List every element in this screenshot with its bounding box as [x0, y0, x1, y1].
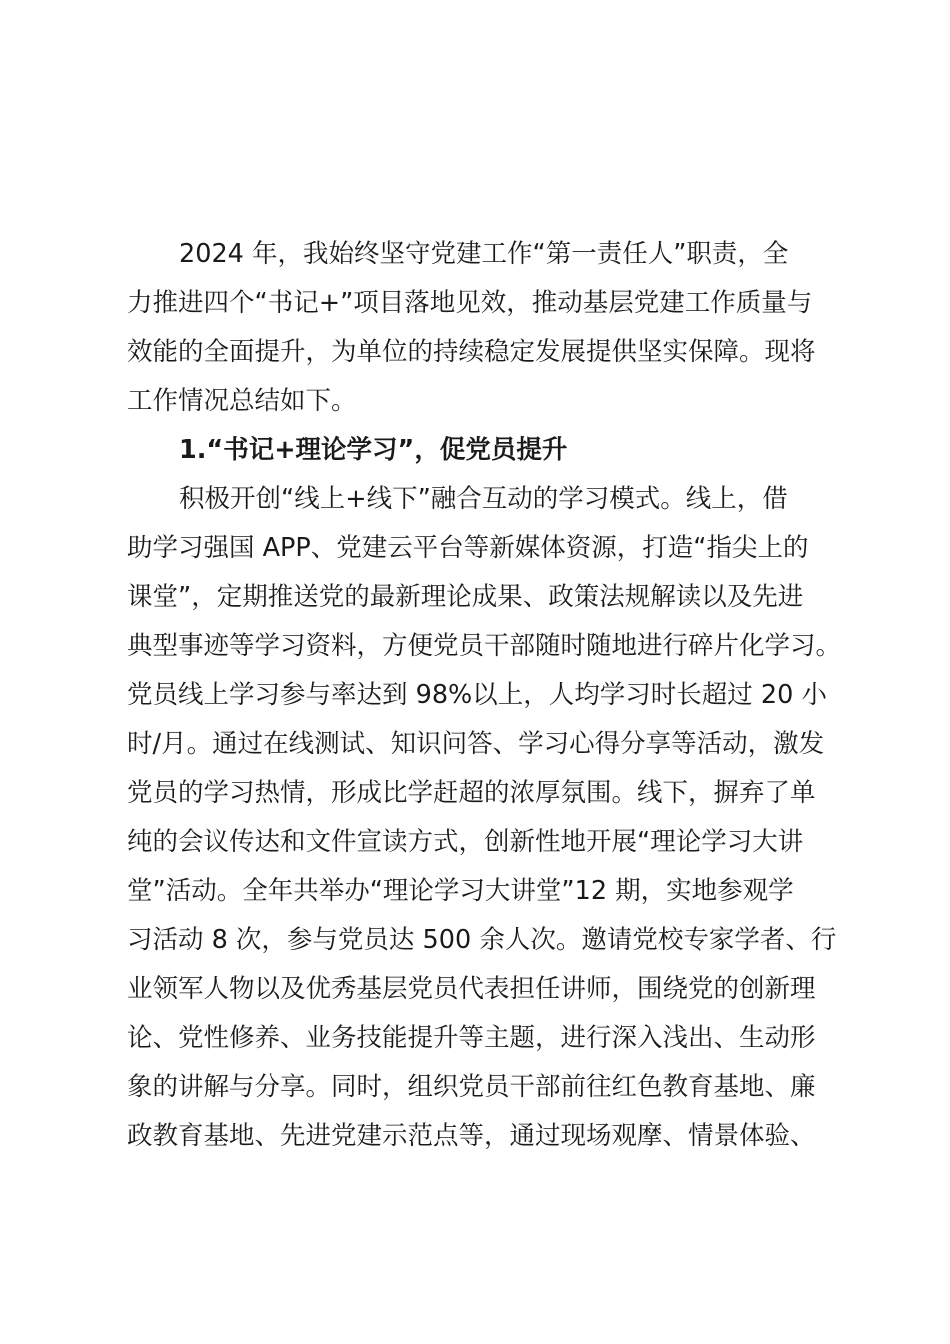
intro-line: 效能的全面提升，为单位的持续稳定发展提供坚实保障。现将 — [127, 337, 816, 367]
intro-line: 2024 年，我始终坚守党建工作“第一责任人”职责，全 — [179, 239, 789, 269]
body-line: 纯的会议传达和文件宣读方式，创新性地开展“理论学习大讲 — [127, 827, 804, 857]
intro-paragraph — [127, 230, 837, 426]
body-line: 堂”活动。全年共举办“理论学习大讲堂”12 期，实地参观学 — [127, 876, 794, 906]
body-line: 积极开创“线上+线下”融合互动的学习模式。线上，借 — [179, 484, 788, 514]
body-line: 党员的学习热情，形成比学赶超的浓厚氛围。线下，摒弃了单 — [127, 778, 816, 808]
body-line: 典型事迹等学习资料，方便党员干部随时随地进行碎片化学习。 — [127, 631, 842, 661]
body-line: 时/月。通过在线测试、知识问答、学习心得分享等活动，激发 — [127, 729, 825, 759]
section-heading: 1.“书记+理论学习”，促党员提升 — [179, 435, 568, 465]
document-body — [127, 230, 842, 1161]
body-line: 论、党性修养、业务技能提升等主题，进行深入浅出、生动形 — [127, 1023, 816, 1053]
body-line: 习活动 8 次，参与党员达 500 余人次。邀请党校专家学者、行 — [127, 925, 837, 955]
body-line: 课堂”，定期推送党的最新理论成果、政策法规解读以及先进 — [127, 582, 804, 612]
body-line: 业领军人物以及优秀基层党员代表担任讲师，围绕党的创新理 — [127, 974, 816, 1004]
body-line: 政教育基地、先进党建示范点等，通过现场观摩、情景体验、 — [127, 1121, 816, 1151]
section-paragraph — [127, 475, 842, 1161]
body-line: 助学习强国 APP、党建云平台等新媒体资源，打造“指尖上的 — [127, 533, 809, 563]
body-line: 象的讲解与分享。同时，组织党员干部前往红色教育基地、廉 — [127, 1072, 816, 1102]
body-line: 党员线上学习参与率达到 98%以上，人均学习时长超过 20 小 — [127, 680, 827, 710]
intro-line: 力推进四个“书记+”项目落地见效，推动基层党建工作质量与 — [127, 288, 813, 318]
intro-line: 工作情况总结如下。 — [127, 386, 357, 416]
